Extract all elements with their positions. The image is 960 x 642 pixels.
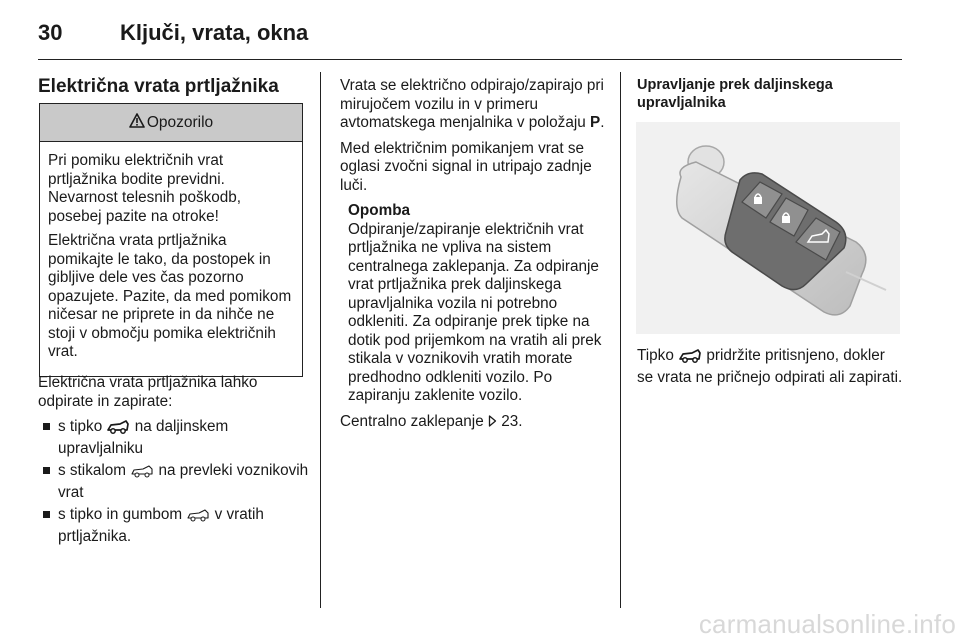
paragraph: Med električnim pomikanjem vrat se oglasi zvočni signal in utripajo zadnje luči. [340, 139, 592, 194]
list-item [38, 506, 310, 546]
trunk-switch-icon [130, 464, 154, 484]
gear-position: P [590, 114, 601, 131]
bullet-list [38, 418, 310, 546]
right-heading: Upravljanje prek daljinskega upravljalnika [637, 77, 833, 111]
car-trunk-icon [678, 349, 702, 369]
bullet-icon [43, 423, 50, 430]
paragraph-text: Vrata se električno odpirajo/zapirajo pri mirujočem vozilu in v primeru avtomatskega menjalnika v položaju [340, 77, 604, 131]
column-divider [320, 72, 321, 608]
caption-text: pridržite pritisnjeno, dokler se vrata ne pričnejo odpirati ali zapirati. [637, 347, 903, 386]
note-block [340, 202, 608, 406]
paragraph [340, 77, 608, 133]
watermark: carmanualsonline.info [698, 609, 956, 639]
column-divider [620, 72, 621, 608]
page-reference-icon [488, 414, 497, 433]
cross-reference-text: Centralno zaklepanje [340, 412, 484, 430]
middle-column-text [340, 77, 608, 439]
list-item-text: s tipko [58, 418, 103, 435]
list-item-text: s tipko in gumbom [58, 506, 183, 523]
remote-key-figure [636, 122, 900, 334]
left-column-text [38, 374, 310, 550]
warning-triangle-icon [129, 113, 145, 133]
warning-paragraph: Električna vrata prtljažnika pomikajte le tako, da postopek in gibljive dele ves čas pozorno opazujete. Pazite, da med pomikom ničesar ne priprete in da nihče ne stoji v območju pomika električnih vrat. [48, 232, 292, 360]
right-caption [637, 347, 903, 387]
list-item-text: na daljinskem upravljalniku [58, 418, 229, 457]
warning-title: Opozorilo [146, 113, 214, 131]
paragraph-text: . [600, 114, 605, 131]
list-item-text: na prevleki voznikovih vrat [58, 462, 309, 501]
bullet-icon [43, 467, 50, 474]
trunk-switch-icon [186, 508, 210, 528]
intro-text: Električna vrata prtljažnika lahko odpirate in zapirate: [38, 374, 258, 410]
header-divider [38, 59, 902, 60]
cross-reference[interactable] [340, 413, 608, 433]
list-item [38, 462, 310, 502]
warning-body [40, 142, 302, 376]
page-number: 30 [38, 20, 63, 45]
car-trunk-icon [106, 420, 130, 440]
bullet-icon [43, 511, 50, 518]
section-title: Električna vrata prtljažnika [38, 76, 279, 97]
list-item [38, 418, 310, 458]
caption-text: Tipko [637, 347, 674, 364]
note-title: Opomba [348, 202, 411, 219]
warning-paragraph: Pri pomiku električnih vrat prtljažnika bodite previdni. Nevarnost telesnih poškodb, posebej pazite na otroke! [48, 152, 242, 225]
note-body: Odpiranje/zapiranje električnih vrat prtljažnika ne vpliva na sistem centralnega zaklepanja. Za odpiranje vrat prtljažnika prek daljinskega upravljalnika vozila ni potrebno odkleniti. Za odpiranje prek tipke na dotik pod prijemkom na vratih ali prek stikala v voznikovih vratih morate predhodno odkleniti vozilo. Po zapiranju zaklenite vozilo. [348, 220, 602, 404]
list-item-text: s stikalom [58, 462, 126, 479]
chapter-title: Ključi, vrata, okna [120, 20, 309, 45]
warning-header [40, 104, 302, 142]
warning-box [39, 103, 303, 377]
list-item-text: v vratih prtljažnika. [58, 506, 264, 545]
cross-reference-page: 23. [501, 412, 523, 430]
